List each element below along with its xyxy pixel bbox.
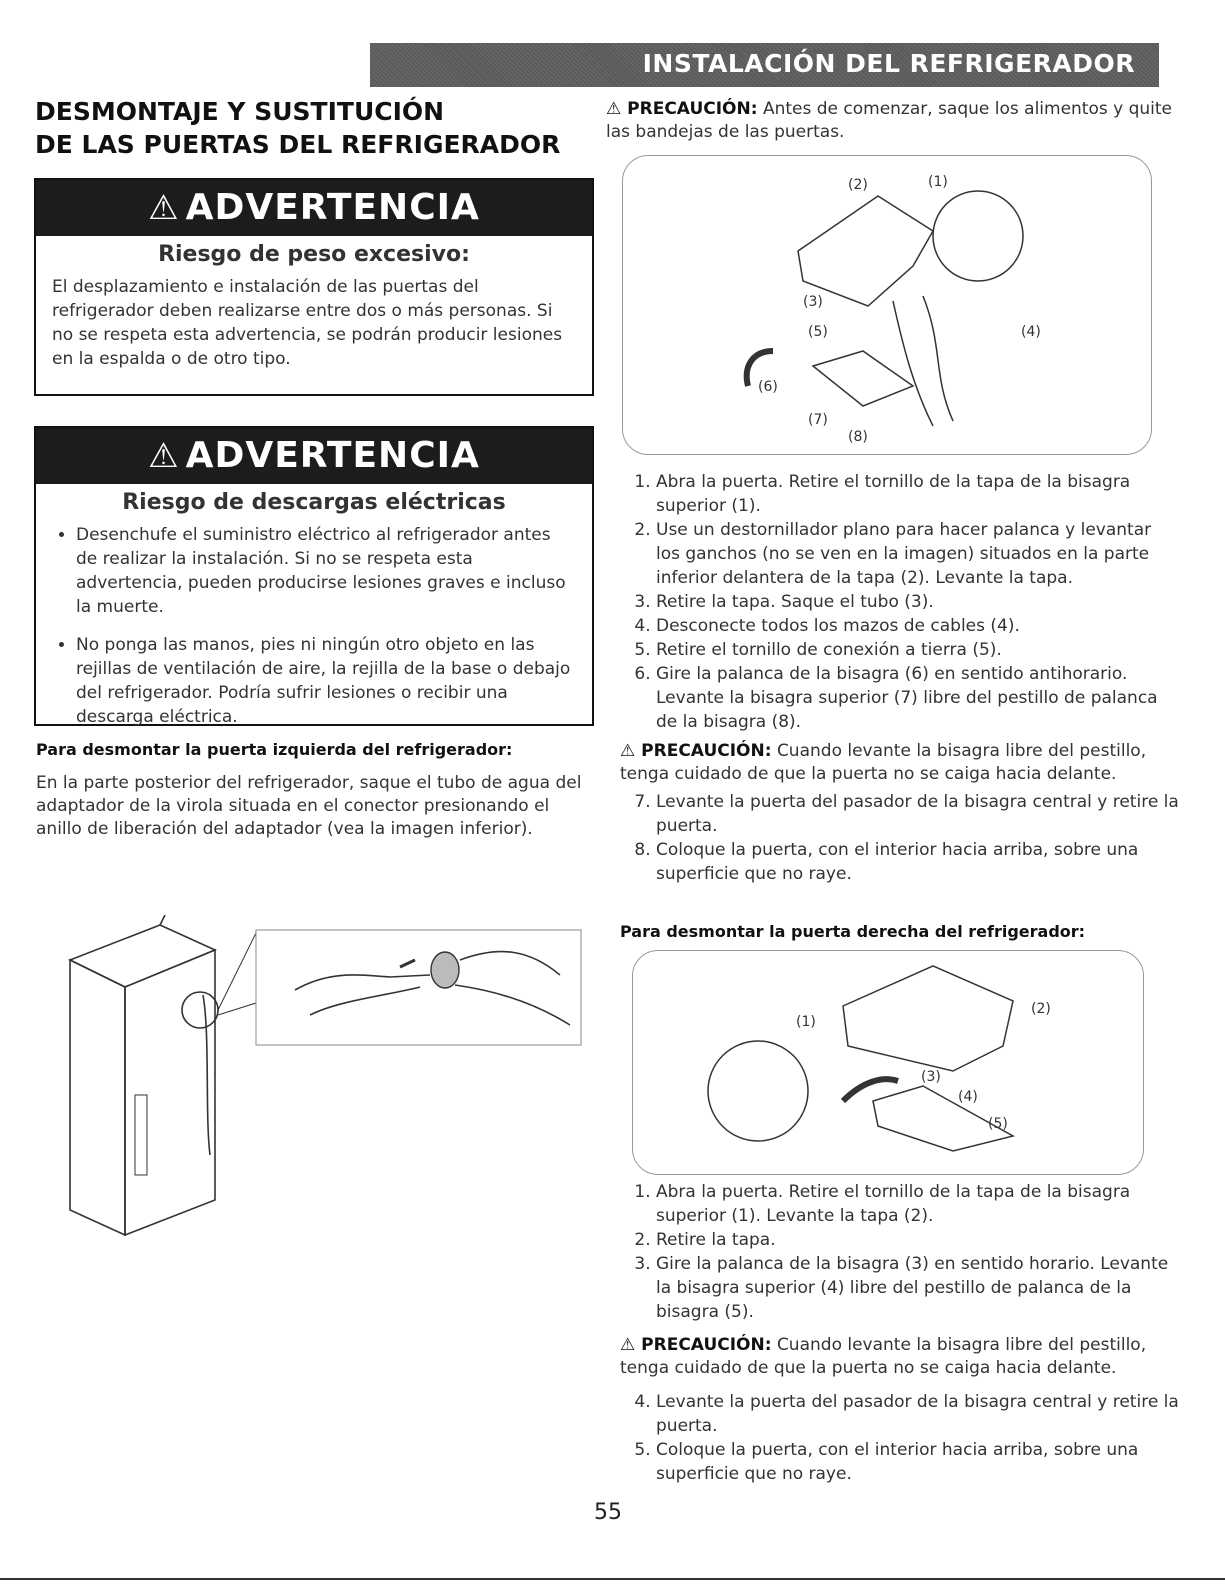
caution-label: ⚠ PRECAUCIÓN: (620, 741, 772, 761)
step-item: 1. Abra la puerta. Retire el tornillo de la tapa de la bisagra superior (1). Levante la tapa (2). (656, 1180, 1180, 1228)
steps-list (620, 1180, 1180, 1324)
left-door-steps (620, 470, 1180, 886)
step-item: 5. Retire el tornillo de conexión a tierra (5). (656, 638, 1180, 662)
warning-banner (36, 428, 592, 484)
right-hinge-figure (632, 950, 1144, 1175)
hinge-cover (798, 196, 933, 306)
caution-icon: ⚠ (620, 741, 636, 761)
figure-label: (7) (808, 412, 828, 428)
caution-before-start (606, 98, 1176, 144)
figure-label: (5) (988, 1116, 1008, 1132)
step-item: 3. Gire la palanca de la bisagra (3) en sentido horario. Levante la bisagra superior (4) libre del pestillo de palanca de la bisagra (5). (656, 1252, 1180, 1324)
caution-text: Cuando levante la bisagra libre del pestillo, tenga cuidado de que la puerta no se caiga hacia delante. (620, 741, 1147, 784)
figure-label: (2) (1031, 1001, 1051, 1017)
electric-warning-box (34, 426, 594, 726)
caution-text: Cuando levante la bisagra libre del pestillo, tenga cuidado de que la puerta no se caiga hacia delante. (620, 1335, 1147, 1378)
figure-label: (2) (848, 177, 868, 193)
figure-label: (8) (848, 429, 868, 445)
figure-label: (3) (921, 1069, 941, 1085)
caution-lift-hinge (620, 740, 1180, 786)
warning-subtitle: Riesgo de peso excesivo: (158, 242, 470, 267)
steps-list (620, 790, 1180, 886)
fridge-side (70, 960, 125, 1235)
weight-warning-box (34, 178, 594, 396)
step-item: 6. Gire la palanca de la bisagra (6) en sentido antihorario. Levante la bisagra superior (7) libre del pestillo de palanca de la bisagra (8). (656, 662, 1180, 734)
warning-text: El desplazamiento e instalación de las puertas del refrigerador deben realizarse entre dos o más personas. Si no se respeta esta advertencia, se podrán producir lesiones en la espalda o de otro tipo. (52, 277, 563, 369)
left-hinge-figure (622, 155, 1152, 455)
hinge-cover (843, 966, 1013, 1071)
warning-subtitle: Riesgo de descargas eléctricas (122, 490, 506, 515)
step-item: 5. Coloque la puerta, con el interior hacia arriba, sobre una superficie que no raye. (656, 1438, 1180, 1486)
section-header-title: INSTALACIÓN DEL REFRIGERADOR (642, 49, 1135, 78)
right-hinge-diagram (633, 951, 1143, 1174)
figure-label: (3) (803, 294, 823, 310)
refrigerator-back-illustration (60, 915, 590, 1245)
caution-icon: ⚠ (606, 99, 622, 119)
step-item: 4. Desconecte todos los mazos de cables (4). (656, 614, 1180, 638)
rotation-arrow-icon (843, 1079, 898, 1101)
warning-bullet: • No ponga las manos, pies ni ningún otro objeto en las rejillas de ventilación de aire, la rejilla de la base o debajo del refrigerador. Podría sufrir lesiones o recibir una descarga eléctrica. (76, 633, 574, 729)
warning-bullet-list (36, 523, 592, 729)
left-door-intro: En la parte posterior del refrigerador, saque el tubo de agua del adaptador de la virola situada en el conector presionando el anillo de liberación del adaptador (vea la imagen inferior). (36, 773, 582, 839)
caution-lift-hinge (620, 1334, 1180, 1380)
section-header-band (370, 43, 1159, 87)
warning-bullet: • Desenchufe el suministro eléctrico al refrigerador antes de realizar la instalación. Si no se respeta esta advertencia, pueden producirse lesiones graves e incluso la muerte. (76, 523, 574, 619)
hand-detail-box (256, 930, 581, 1045)
connector-detail-circle (182, 992, 218, 1028)
right-door-heading: Para desmontar la puerta derecha del refrigerador: (620, 922, 1086, 941)
warning-title: ADVERTENCIA (185, 187, 480, 228)
step-item: 4. Levante la puerta del pasador de la bisagra central y retire la puerta. (656, 1390, 1180, 1438)
step-item: 2. Retire la tapa. (656, 1228, 1180, 1252)
step-item: 2. Use un destornillador plano para hacer palanca y levantar los ganchos (no se ven en la imagen) situados en la parte inferior delantera de la tapa (2). Levante la tapa. (656, 518, 1180, 590)
caution-icon: ⚠ (620, 1335, 636, 1355)
hinge-detail-circle (933, 191, 1023, 281)
left-door-heading: Para desmontar la puerta izquierda del refrigerador: (36, 740, 513, 759)
page-bottom-rule (0, 1578, 1225, 1580)
figure-label: (1) (928, 174, 948, 190)
hinge-lever (813, 351, 913, 406)
step-item: 1. Abra la puerta. Retire el tornillo de la tapa de la bisagra superior (1). (656, 470, 1180, 518)
warning-title: ADVERTENCIA (185, 435, 480, 476)
fridge-top (70, 925, 215, 987)
figure-label: (4) (1021, 324, 1041, 340)
step-item: 7. Levante la puerta del pasador de la bisagra central y retire la puerta. (656, 790, 1180, 838)
figure-label: (6) (758, 379, 778, 395)
caution-label: ⚠ PRECAUCIÓN: (620, 1335, 772, 1355)
caution-label: ⚠ PRECAUCIÓN: (606, 99, 758, 119)
page-title-line2: DE LAS PUERTAS DEL REFRIGERADOR (35, 130, 561, 159)
steps-list (620, 470, 1180, 734)
caution-text: Antes de comenzar, saque los alimentos y quite las bandejas de las puertas. (606, 99, 1173, 142)
warning-triangle-icon: ⚠ (148, 436, 180, 476)
step-item: 3. Retire la tapa. Saque el tubo (3). (656, 590, 1180, 614)
figure-label: (5) (808, 324, 828, 340)
right-door-steps (620, 1180, 1180, 1486)
page-title (35, 95, 575, 161)
warning-triangle-icon: ⚠ (148, 188, 180, 228)
figure-label: (4) (958, 1089, 978, 1105)
warning-banner (36, 180, 592, 236)
step-item: 8. Coloque la puerta, con el interior hacia arriba, sobre una superficie que no raye. (656, 838, 1180, 886)
page-number: 55 (594, 1500, 622, 1525)
steps-list (620, 1390, 1180, 1486)
figure-label: (1) (796, 1014, 816, 1030)
left-hinge-diagram (623, 156, 1151, 454)
hinge-detail-circle (708, 1041, 808, 1141)
page-title-line1: DESMONTAJE Y SUSTITUCIÓN (35, 97, 445, 126)
